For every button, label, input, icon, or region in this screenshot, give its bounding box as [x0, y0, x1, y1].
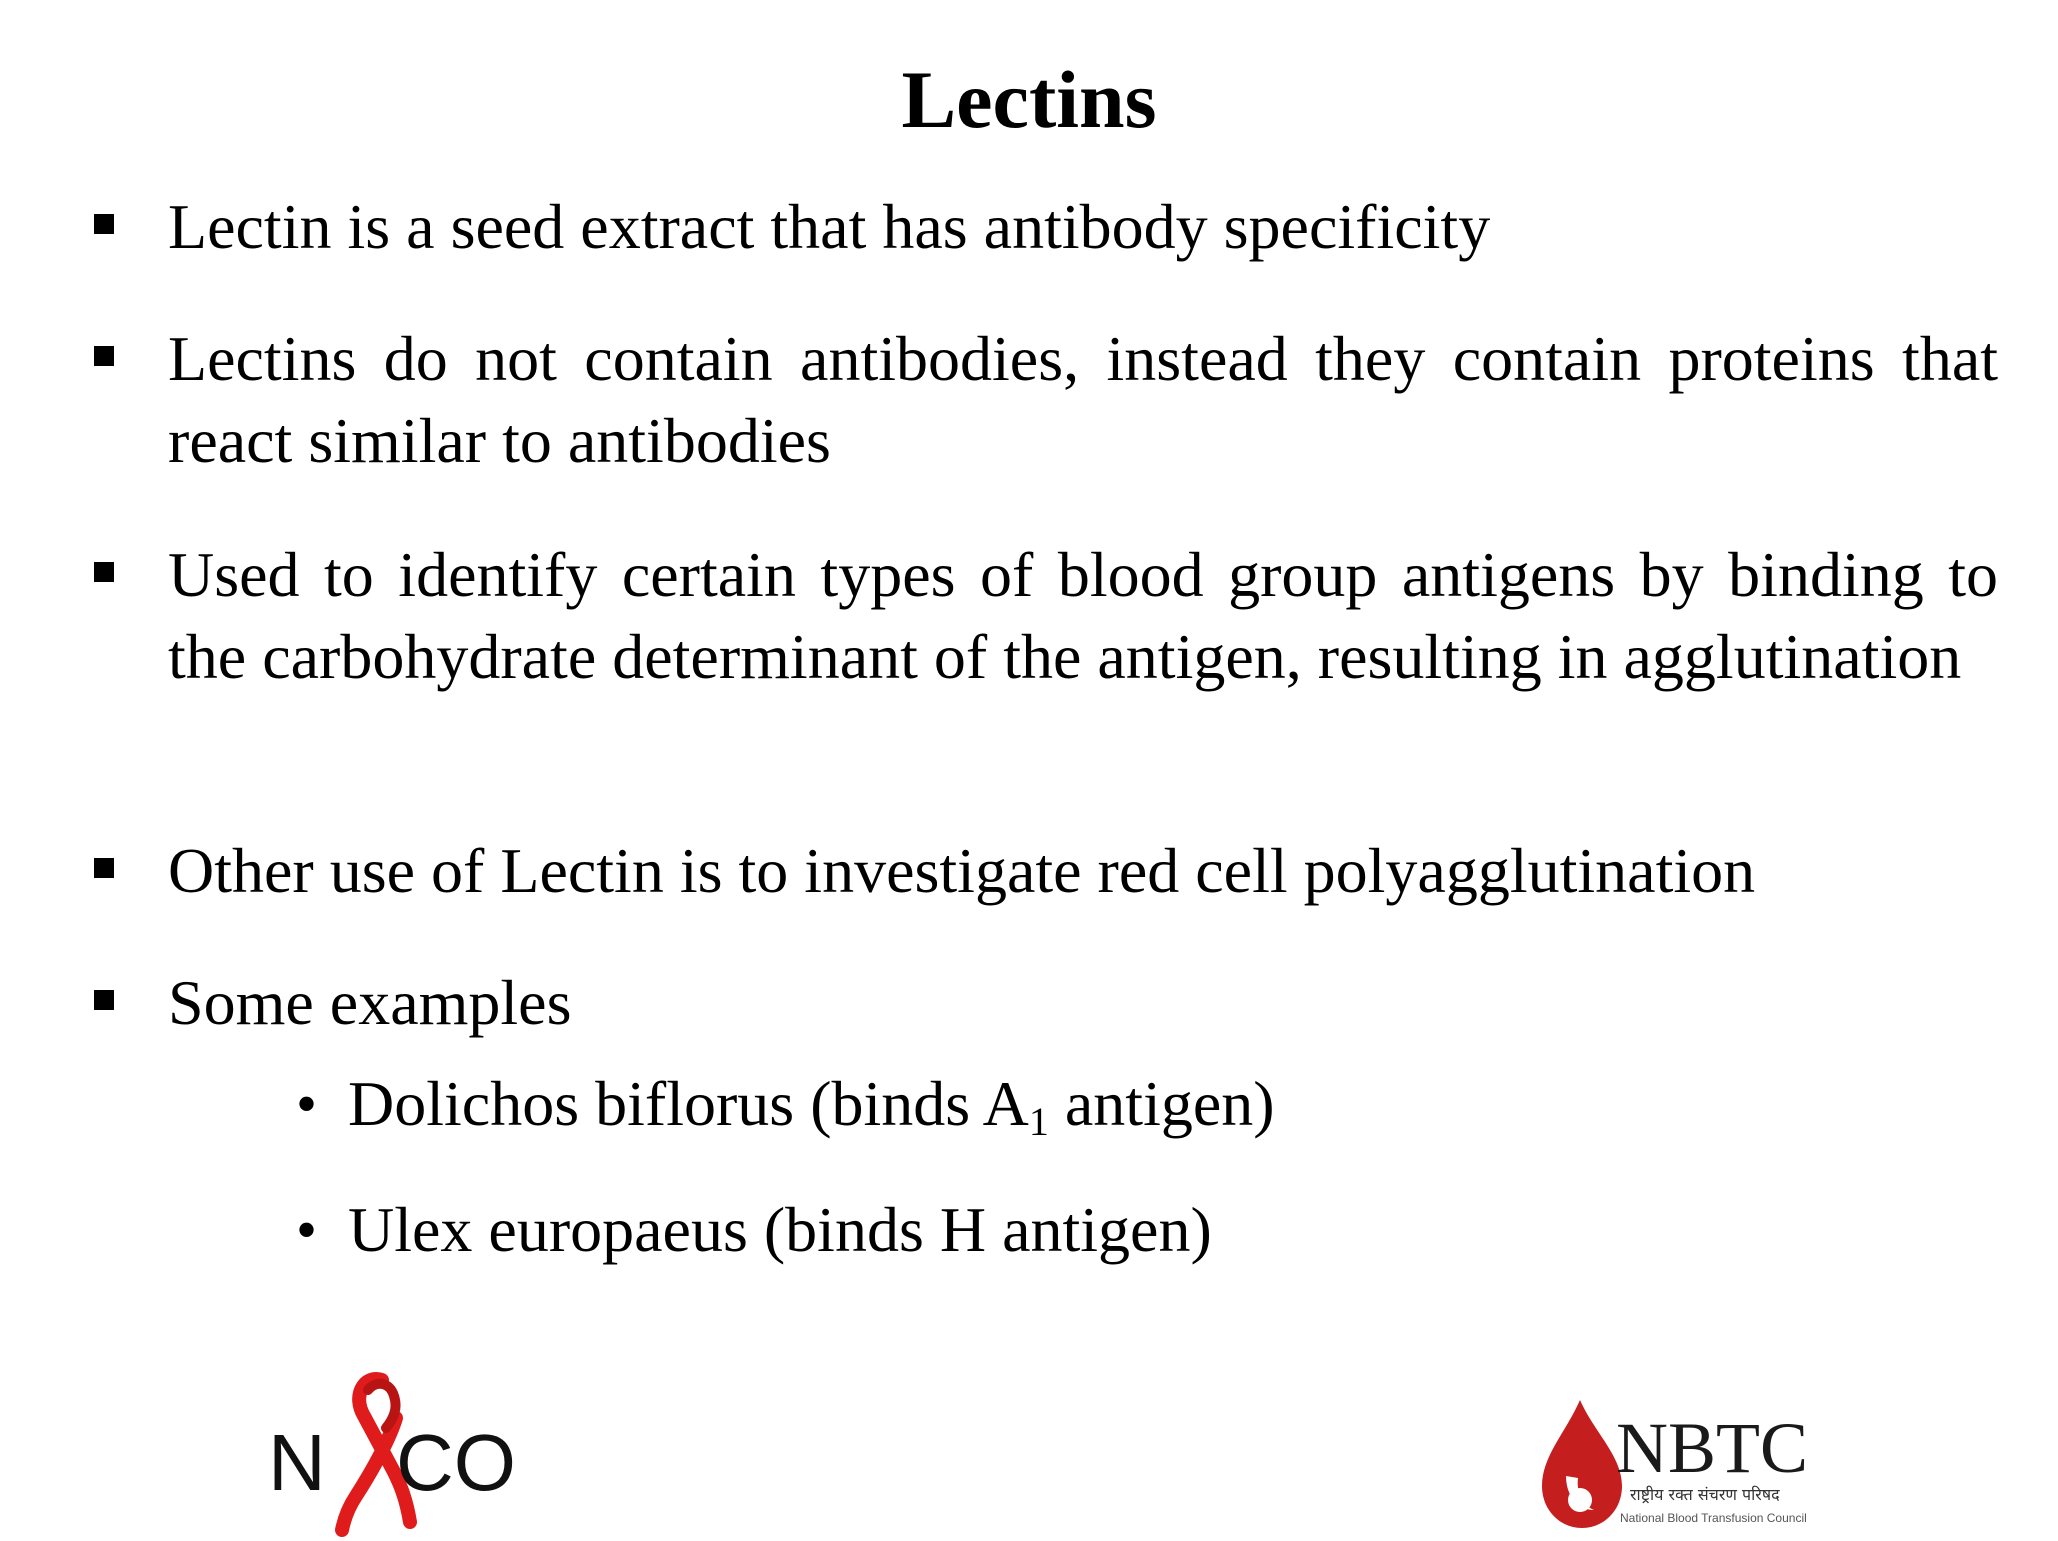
square-bullet-icon: [94, 346, 114, 366]
square-bullet-icon: [94, 214, 114, 234]
svg-text:राष्ट्रीय रक्त संचरण परिषद: राष्ट्रीय रक्त संचरण परिषद: [1630, 1485, 1780, 1504]
svg-text:NBTC: NBTC: [1616, 1408, 1809, 1488]
subscript: 1: [1028, 1099, 1049, 1144]
round-bullet-icon: •: [296, 1071, 318, 1137]
bullet-text: Used to identify certain types of blood group antigens by binding to the carbohydrate determinant of the antigen, resulting in agglutination: [168, 539, 1998, 692]
bullet-text: Lectins do not contain antibodies, instead they contain proteins that react similar to antibodies: [168, 323, 1998, 476]
example-text: Ulex europaeus (binds H antigen): [348, 1194, 1212, 1265]
svg-text:N: N: [268, 1418, 326, 1507]
square-bullet-icon: [94, 858, 114, 878]
slide-title: Lectins: [901, 54, 1157, 145]
nbtc-logo: [1536, 1392, 1816, 1536]
square-bullet-icon: [94, 562, 114, 582]
bullet-text: Lectin is a seed extract that has antibody specificity: [168, 191, 1491, 262]
svg-text:CO: CO: [396, 1418, 516, 1507]
naco-logo: [264, 1372, 516, 1536]
square-bullet-icon: [94, 990, 114, 1010]
svg-text:National Blood Transfusion Cou: National Blood Transfusion Council: [1620, 1511, 1807, 1525]
round-bullet-icon: •: [296, 1197, 318, 1263]
bullet-text: Other use of Lectin is to investigate red cell polyagglutination: [168, 835, 1756, 906]
example-text: Dolichos biflorus (binds $A_1$ antigen): [348, 1068, 1275, 1144]
bullet-text: Some examples: [168, 967, 572, 1038]
